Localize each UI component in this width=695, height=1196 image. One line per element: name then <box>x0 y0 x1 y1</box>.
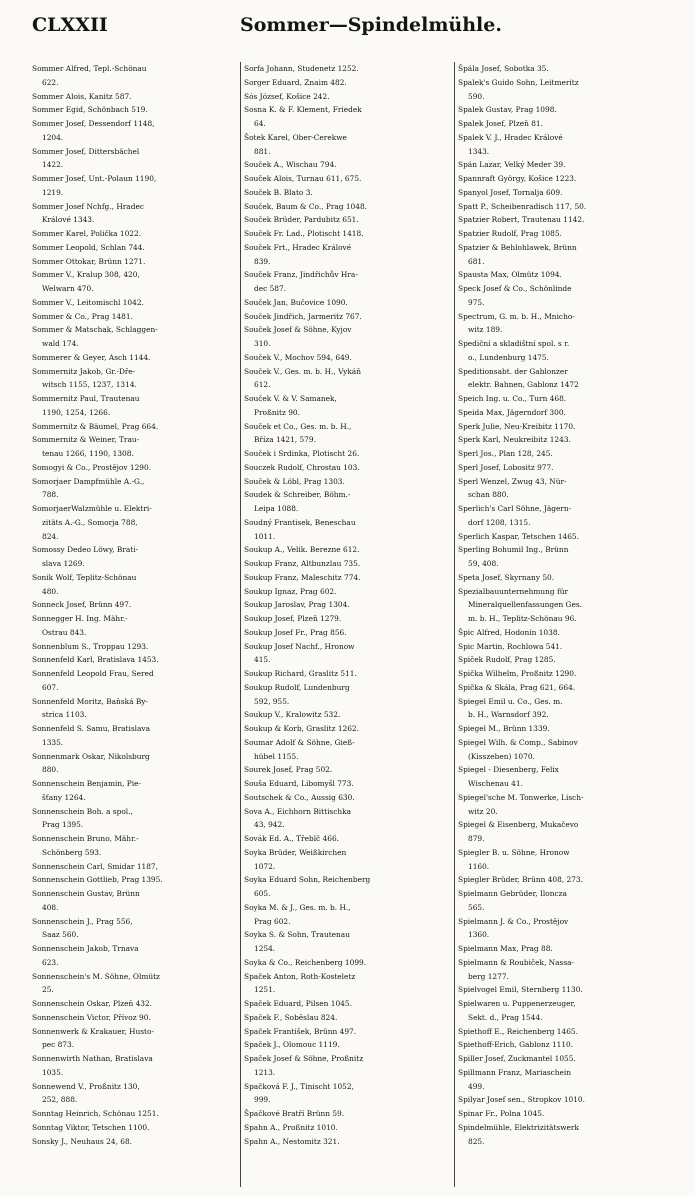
directory-line: šťany 1264. <box>42 792 86 802</box>
directory-line: Soukup Jaroslav, Prag 1304. <box>244 600 350 610</box>
directory-line: Sperk Karl, Neukreibitz 1243. <box>458 435 571 445</box>
directory-line: Sonnenblum S., Troppau 1293. <box>32 641 149 651</box>
directory-line: Spiegel - Diesenberg, Felix <box>458 765 559 775</box>
directory-line: Sós József, Košice 242. <box>244 91 330 101</box>
column-divider <box>454 62 455 1187</box>
directory-line: Prag 1395. <box>42 820 84 830</box>
directory-line: Spaček J., Olomouc 1119. <box>244 1040 340 1050</box>
directory-line: Sommernitz & Weiner, Trau- <box>32 435 140 445</box>
directory-line: Souček Franz, Jindřichův Hra- <box>244 270 358 280</box>
directory-line: 605. <box>254 889 271 898</box>
directory-line: 64. <box>254 119 266 128</box>
directory-line: Souček et Co., Ges. m. b. H., <box>244 421 352 431</box>
directory-line: Sonnenschein Victor, Přívoz 90. <box>32 1012 151 1022</box>
directory-line: Soutschek & Co., Aussig 630. <box>244 792 355 802</box>
directory-line: 999. <box>254 1095 271 1105</box>
directory-line: Sonnenschein Gustav, Brünn <box>32 889 140 898</box>
directory-line: Ostrau 843. <box>42 627 87 637</box>
directory-line: 1251. <box>254 985 276 995</box>
directory-line: Soukup Franz, Altbunzlau 735. <box>244 559 361 568</box>
directory-line: Spatzier & Behlohlawek, Brünn <box>458 242 577 252</box>
directory-line: Spatzier Robert, Trautenau 1142. <box>458 215 585 225</box>
directory-line: Sommer Alois, Kanitz 587. <box>32 91 132 101</box>
directory-line: Soukup Josef, Plzeň 1279. <box>244 614 342 623</box>
directory-line: Sonnenschein Carl, Smidar 1187, <box>32 861 158 871</box>
directory-line: 480. <box>42 586 59 596</box>
directory-line: Somossy Dedeo Löwy, Brati- <box>32 545 139 555</box>
directory-line: strica 1103. <box>42 710 87 720</box>
directory-line: Spačková F. J., Tinischt 1052, <box>244 1081 354 1091</box>
directory-line: Sperl Wenzel, Zwug 43, Nür- <box>458 476 567 486</box>
directory-line: Sonnenschein Oskar, Plzeň 432. <box>32 999 153 1008</box>
directory-line: 623. <box>42 957 59 967</box>
directory-line: Sommernitz Paul, Trautenau <box>32 394 140 403</box>
directory-line: Spediční a skladištní spol. s r. <box>458 339 570 348</box>
directory-line: witz 189. <box>468 325 503 335</box>
directory-line: Souček i Srdinka, Plotischt 26. <box>244 449 360 458</box>
directory-line: Sperl Jos., Plan 128, 245. <box>458 449 553 458</box>
directory-line: Sommer Josef, Dittersbächel <box>32 146 140 156</box>
directory-line: Schönberg 593. <box>42 847 102 857</box>
directory-line: Sourek Josef, Prag 502. <box>244 765 333 775</box>
directory-line: Sovák Ed. A., Třeblč 466. <box>244 834 340 843</box>
directory-line: Souček A., Wischau 794. <box>244 160 337 170</box>
directory-line: 1011. <box>254 531 276 541</box>
directory-line: Bříza 1421, 579. <box>254 435 316 445</box>
directory-line: dec 587. <box>254 284 287 293</box>
directory-line: 824. <box>42 531 59 541</box>
directory-line: 825. <box>468 1136 485 1146</box>
directory-line: Souček Josef & Söhne, Kyjov <box>244 325 352 335</box>
directory-line: 681. <box>468 256 485 266</box>
directory-line: Sommer Ottokar, Brünn 1271. <box>32 256 146 266</box>
directory-line: Sperling Bohumil Ing., Brünn <box>458 545 569 555</box>
directory-line: slava 1269. <box>42 559 85 568</box>
directory-line: Spalek Josef, Plzeň 81. <box>458 119 543 128</box>
directory-line: Souček V., Ges. m. b. H., Vykáň <box>244 366 361 376</box>
directory-line: Sorger Eduard, Znaim 482. <box>244 77 347 87</box>
directory-line: Sonnenwerk & Krakauer, Husto- <box>32 1026 154 1036</box>
directory-line: Sonntag Heinrich, Schönau 1251. <box>32 1109 159 1118</box>
directory-line: Špic Alfred, Hodonín 1038. <box>458 627 560 637</box>
directory-line: Soyka Brüder, Weißkirchen <box>244 847 347 857</box>
directory-line: Sommer Karel, Polička 1022. <box>32 229 142 238</box>
directory-line: Soudný Frantisek, Beneschau <box>244 517 356 527</box>
directory-line: Sonnewend V., Proßnitz 130, <box>32 1081 140 1091</box>
directory-line: berg 1277. <box>468 971 509 981</box>
directory-line: Spahn A., Nestomitz 321. <box>244 1136 340 1146</box>
directory-line: Soukup & Korb, Graslitz 1262. <box>244 724 359 733</box>
directory-line: dorf 1208, 1315. <box>468 517 531 527</box>
directory-line: 59, 408. <box>468 559 499 568</box>
directory-line: Soukup Rudolf, Lundenburg <box>244 682 350 692</box>
directory-line: Sonnenfeld Leopold Frau, Sered <box>32 669 154 678</box>
directory-line: Speida Max, Jägerndorf 300. <box>458 407 566 417</box>
directory-line: Soukup Josef Fr., Prag 856. <box>244 627 347 637</box>
directory-line: Spannraft György, Košice 1223. <box>458 174 577 183</box>
directory-line: Souček V. & V. Samanek, <box>244 394 337 403</box>
directory-line: Spielmann Max, Prag 88. <box>458 944 553 953</box>
directory-line: 1422. <box>42 160 64 170</box>
directory-line: Soukup A., Velik. Berezne 612. <box>244 545 360 555</box>
directory-line: Leipa 1088. <box>254 504 299 513</box>
directory-line: Sonnenschein Bruno, Mähr.- <box>32 834 139 843</box>
directory-line: Sommer Josef, Dessendorf 1148, <box>32 119 155 128</box>
directory-line: Soyka & Co., Reichenberg 1099. <box>244 957 367 967</box>
directory-line: Soyka S. & Sohn, Trautenau <box>244 930 350 940</box>
directory-line: Speditionsabt. der Gablonzer <box>458 366 568 376</box>
directory-line: Sonnenschein J., Prag 556, <box>32 916 133 926</box>
directory-line: 1335. <box>42 737 64 747</box>
directory-line: Souček Frt., Hradec Králové <box>244 242 352 252</box>
directory-line: witsch 1155, 1237, 1314. <box>42 380 137 390</box>
directory-line: Sommer Egid, Schönbach 519. <box>32 105 148 115</box>
directory-line: Spalek Gustav, Prag 1098. <box>458 105 557 115</box>
directory-line: 788. <box>42 490 59 500</box>
directory-line: Sommer V., Kralup 308, 420, <box>32 270 140 280</box>
directory-line: Spiegel & Eisenberg, Mukačevo <box>458 820 579 830</box>
directory-line: Prag 602. <box>254 916 291 926</box>
directory-line: Sonnegger H. Ing. Mähr.- <box>32 614 128 623</box>
directory-line: Špačkové Bratří Brünn 59. <box>244 1109 345 1118</box>
directory-line: Sonnenfeld Moritz, Baňská By- <box>32 696 148 706</box>
directory-line: Soukup Josef Nachf., Hronow <box>244 641 355 651</box>
directory-line: Sonnenschein Jakob, Trnava <box>32 944 139 953</box>
directory-line: Spindelmühle, Elektrizitätswerk <box>458 1122 579 1132</box>
directory-line: Spezialbauunternehmung für <box>458 586 569 596</box>
directory-line: 1360. <box>468 930 490 940</box>
directory-line: Souček Jindřich, Jarmeritz 767. <box>244 311 362 321</box>
directory-line: 839. <box>254 256 271 266</box>
directory-line: elektr. Bahnen, Gablonz 1472 <box>468 380 579 390</box>
directory-line: 499. <box>468 1081 485 1091</box>
directory-line: Spán Lazar, Velký Meder 39. <box>458 160 566 170</box>
directory-line: Sonnenschein Gottlieb, Prag 1395. <box>32 875 163 885</box>
directory-line: Sonnenfeld S. Samu, Bratislava <box>32 724 151 733</box>
directory-line: Souček Brüder, Pardubitz 651. <box>244 215 359 225</box>
directory-line: Spiethoff E., Reichenberg 1465. <box>458 1026 578 1036</box>
directory-line: witz 20. <box>468 806 498 816</box>
directory-line: 612. <box>254 380 271 390</box>
directory-line: 592, 955. <box>254 696 290 706</box>
directory-line: Spinar Fr., Polna 1045. <box>458 1109 545 1118</box>
directory-line: 1219. <box>42 187 64 197</box>
directory-line: pec 873. <box>42 1040 75 1050</box>
directory-line: Sosna K. & F. Klement, Friedek <box>244 105 362 115</box>
directory-line: Spielvogel Emil, Sternberg 1130. <box>458 985 583 995</box>
directory-line: Welwarn 470. <box>42 284 94 293</box>
directory-line: Soukup Franz, Maleschitz 774. <box>244 572 361 582</box>
directory-line: Speich Ing. u. Co., Turn 468. <box>458 394 567 403</box>
directory-line: hübel 1155. <box>254 751 299 761</box>
directory-line: Sonnenschein's M. Söhne, Olmütz <box>32 971 160 981</box>
directory-line: o., Lundenburg 1475. <box>468 352 549 362</box>
directory-line: Sperk Julie, Neu-Kreibitz 1170. <box>458 421 576 431</box>
directory-line: Spička & Skála, Prag 621, 664. <box>458 682 576 692</box>
directory-line: 1190, 1254, 1266. <box>42 407 111 417</box>
directory-line: Sonsky J., Neuhaus 24, 68. <box>32 1136 133 1146</box>
directory-line: 879. <box>468 834 485 843</box>
directory-column-1 <box>32 62 242 1187</box>
directory-line: Sommer Leopold, Schlan 744. <box>32 242 145 252</box>
directory-line: Spička Wilhelm, Proßnitz 1290. <box>458 669 577 678</box>
directory-line: Spaček Anton, Roth-Kosteletz <box>244 971 356 981</box>
directory-line: Souček Alois, Turnau 611, 675. <box>244 174 362 183</box>
directory-line: Sommernitz & Bäumel, Prag 664. <box>32 421 159 431</box>
directory-line: Sommernitz Jakob, Gr.-Dře- <box>32 366 136 376</box>
directory-line: Souček & Löbl, Prag 1303. <box>244 476 345 486</box>
directory-line: Sorfa Johann, Studenetz 1252. <box>244 64 359 73</box>
directory-line: Spausta Max, Olmütz 1094. <box>458 270 562 280</box>
directory-line: 881. <box>254 146 271 156</box>
directory-line: Spectrum, G. m. b. H., Mnicho- <box>458 311 575 321</box>
directory-line: Spaček František, Brünn 497. <box>244 1026 357 1036</box>
directory-line: Spiegel'sche M. Tonwerke, Lisch- <box>458 792 584 802</box>
directory-line: Souček B. Blato 3. <box>244 187 313 197</box>
directory-line: Sommer & Matschak, Schlaggen- <box>32 325 158 335</box>
directory-line: Speta Josef, Skyrnany 50. <box>458 572 555 582</box>
directory-line: Sommer Josef, Unt.-Polaun 1190, <box>32 174 157 183</box>
directory-line: Sekt. d., Prag 1544. <box>468 1012 543 1022</box>
directory-line: Spiller Josef, Zuckmantel 1055. <box>458 1054 576 1063</box>
directory-line: 1160. <box>468 861 490 871</box>
directory-line: Spatzier Rudolf, Prag 1085. <box>458 229 562 238</box>
directory-line: Sova A., Eichhorn Bittischka <box>244 806 352 816</box>
directory-line: Sommerer & Geyer, Asch 1144. <box>32 352 151 362</box>
directory-column-2 <box>244 62 454 1187</box>
page-title: Sommer—Spindelmühle. <box>240 14 502 36</box>
directory-line: Soyka Eduard Sohn, Reichenberg <box>244 875 371 885</box>
directory-line: Spiethoff-Erich, Gablonz 1110. <box>458 1040 574 1050</box>
directory-line: Šotek Karel, Ober-Cerekwe <box>244 132 347 142</box>
directory-line: Sonnenfeld Karl, Bratislava 1453. <box>32 655 159 665</box>
directory-line: Mineralquellenfassungen Ges. <box>468 600 582 610</box>
directory-line: 408. <box>42 902 59 912</box>
directory-line: Špála Josef, Sobotka 35. <box>458 64 549 73</box>
directory-line: 1254. <box>254 944 276 953</box>
directory-line: Sperlich's Carl Söhne, Jägern- <box>458 504 572 513</box>
directory-line: Spillmann Franz, Mariaschein <box>458 1067 572 1077</box>
directory-line: Souček Fr. Lad., Plotischt 1418. <box>244 229 364 238</box>
directory-line: 310. <box>254 339 271 348</box>
directory-line: Spaček F., Soběslau 824. <box>244 1012 338 1022</box>
directory-line: m. b. H., Teplitz-Schönau 96. <box>468 614 577 623</box>
directory-line: 1204. <box>42 132 64 142</box>
directory-line: Sommer Alfred, Tepl.-Schönau <box>32 64 147 73</box>
directory-line: Sonnenwirth Nathan, Bratislava <box>32 1054 153 1063</box>
directory-line: Spielwaren u. Puppenerzeuger, <box>458 999 576 1008</box>
directory-line: Spatt P., Scheibenradisch 117, 50. <box>458 201 587 211</box>
directory-line: Souczek Rudolf, Chrostau 103. <box>244 462 360 472</box>
directory-line: Speck Josef & Co., Schönlinde <box>458 284 572 293</box>
directory-line: wald 174. <box>42 339 79 348</box>
directory-line: Soukup Ignaz, Prag 602. <box>244 586 337 596</box>
directory-line: Sonik Wolf, Teplitz-Schönau <box>32 572 137 582</box>
directory-line: Soukup V., Kralowitz 532. <box>244 710 341 720</box>
directory-line: (Kisszeben) 1070. <box>468 751 535 761</box>
directory-line: Spiegel M., Brünn 1339. <box>458 724 550 733</box>
directory-line: Souček, Baum & Co., Prag 1048. <box>244 201 368 211</box>
directory-line: Spahn A., Proßnitz 1010. <box>244 1122 338 1132</box>
directory-line: Sperl Josef, Lobositz 977. <box>458 462 554 472</box>
directory-line: Spalek V. J., Hradec Králové <box>458 132 563 142</box>
directory-line: Spielmann & Roubiček, Nassa- <box>458 957 575 967</box>
directory-line: 252, 888. <box>42 1095 78 1105</box>
directory-line: Spilyar Josef sen., Stropkov 1010. <box>458 1095 585 1105</box>
directory-line: 1343. <box>468 146 490 156</box>
directory-line: Sommer & Co., Prag 1481. <box>32 311 133 321</box>
directory-line: Proßnitz 90. <box>254 407 300 417</box>
directory-line: Spiegler Brüder, Brünn 408, 273. <box>458 875 583 885</box>
directory-line: Spanyol Josef, Tornalja 609. <box>458 187 563 197</box>
directory-line: Saaz 560. <box>42 930 79 940</box>
directory-line: 607. <box>42 682 59 692</box>
directory-column-3 <box>458 62 668 1187</box>
directory-line: 565. <box>468 902 485 912</box>
page-header <box>30 14 665 48</box>
directory-line: Spaček Eduard, Pilsen 1045. <box>244 999 352 1008</box>
page-number: CLXXII <box>32 14 108 36</box>
directory-line: Spielmann J. & Co., Prostějov <box>458 916 569 926</box>
directory-line: Soyka M. & J., Ges. m. b. H., <box>244 902 351 912</box>
directory-line: tenau 1266, 1190, 1308. <box>42 449 134 458</box>
directory-line: Souček V., Mochov 594, 649. <box>244 352 352 362</box>
directory-line: Sonnenschein Boh. a spol., <box>32 806 133 816</box>
directory-line: schan 880. <box>468 490 509 500</box>
directory-line: Soumar Adolf & Söhne, Gieß- <box>244 737 355 747</box>
directory-line: SomorjaerWalzmühle u. Elektri- <box>32 504 152 513</box>
directory-line: 415. <box>254 655 271 665</box>
directory-line: b. H., Warnsdorf 392. <box>468 710 549 720</box>
directory-line: Spielmann Gebrüder, Iloncza <box>458 889 567 898</box>
directory-line: 1213. <box>254 1067 276 1077</box>
directory-line: zitäts A.-G., Somorja 788, <box>42 517 138 527</box>
directory-line: 25. <box>42 985 54 995</box>
directory-line: Wischenau 41. <box>468 779 523 788</box>
directory-line: Soudek & Schreiber, Böhm.- <box>244 490 351 500</box>
column-divider <box>240 62 241 1187</box>
directory-line: Spic Martin, Rochlowa 541. <box>458 641 563 651</box>
directory-line: 622. <box>42 77 59 87</box>
directory-line: Spaček Josef & Söhne, Proßnitz <box>244 1054 364 1063</box>
directory-line: Souček Jan, Bučovice 1090. <box>244 297 348 307</box>
directory-line: Sonneck Josef, Brünn 497. <box>32 600 132 610</box>
directory-line: 975. <box>468 297 485 307</box>
directory-line: Spalek's Guido Sohn, Leitmeritz <box>458 77 579 87</box>
directory-columns <box>30 62 670 1187</box>
directory-line: Sperlich Kaspar, Tetschen 1465. <box>458 531 579 541</box>
directory-line: Spiegel Emil u. Co., Ges. m. <box>458 696 563 706</box>
directory-line: Sommer Josef Nchfg., Hradec <box>32 201 144 211</box>
directory-line: 590. <box>468 91 485 101</box>
directory-line: Somorjaer Dampfmühle A.-G., <box>32 476 145 486</box>
directory-line: Souša Eduard, Libomyšl 773. <box>244 779 354 788</box>
directory-line: Sonnenschein Benjamin, Pie- <box>32 779 142 788</box>
directory-line: Spiegel Wilh. & Comp., Sabinov <box>458 737 578 747</box>
directory-line: Sonnenmark Oskar, Nikolsburg <box>32 751 150 761</box>
directory-line: Somogyi & Co., Prostějov 1290. <box>32 462 152 472</box>
directory-line: 1035. <box>42 1067 64 1077</box>
directory-line: 43, 942. <box>254 820 285 830</box>
directory-line: Králové 1343. <box>42 215 95 225</box>
directory-line: 1072. <box>254 861 276 871</box>
directory-line: Soukup Richard, Graslitz 511. <box>244 669 357 678</box>
directory-line: Sommer V., Leitomischl 1042. <box>32 297 144 307</box>
directory-line: Spiegler B. u. Söhne, Hronow <box>458 847 570 857</box>
directory-line: Sonntag Viktor, Tetschen 1100. <box>32 1122 150 1132</box>
directory-line: Spiček Rudolf, Prag 1285. <box>458 655 556 665</box>
directory-line: 880. <box>42 765 59 775</box>
